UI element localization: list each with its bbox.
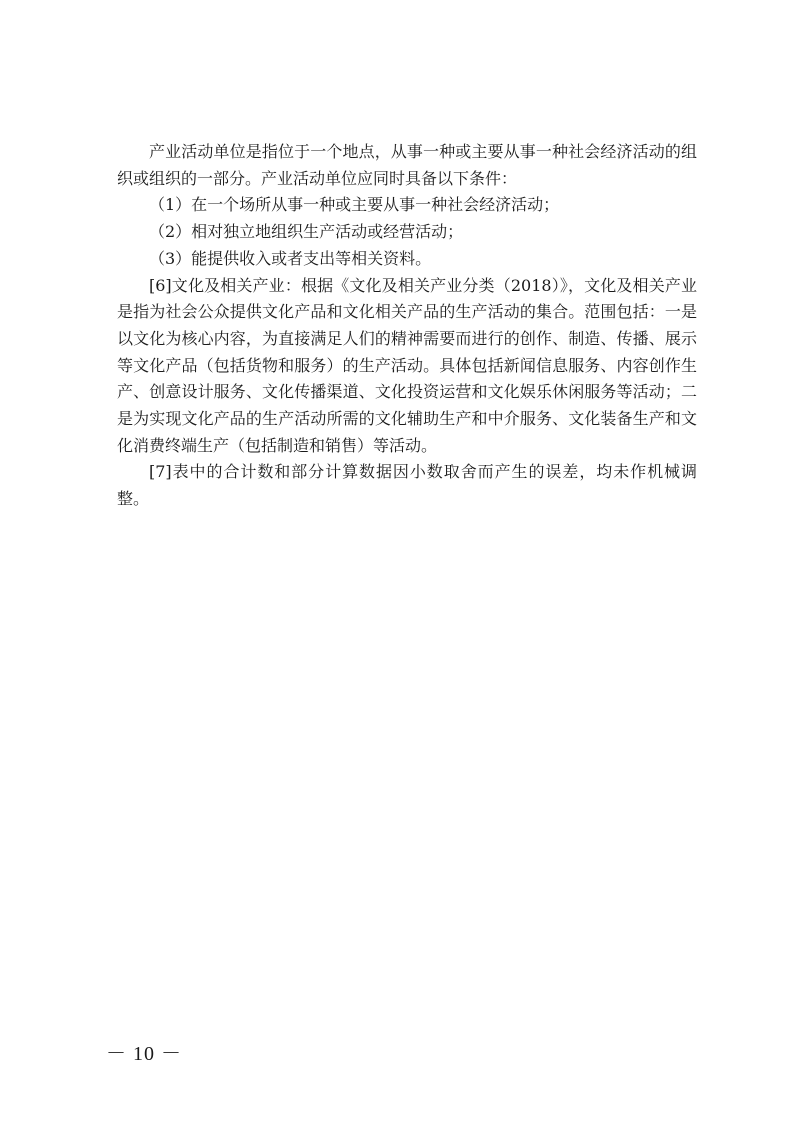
- document-body: [117, 139, 697, 513]
- page-number: － 10 －: [106, 1043, 182, 1065]
- paragraph-unit-definition: 产业活动单位是指位于一个地点，从事一种或主要从事一种社会经济活动的组织或组织的一部分。产业活动单位应同时具备以下条件：: [117, 142, 697, 188]
- paragraph-condition-2: （2）相对独立地组织生产活动或经营活动；: [149, 222, 464, 242]
- paragraph-note-7-rounding: [7]表中的合计数和部分计算数据因小数取舍而产生的误差，均未作机械调整。: [117, 462, 697, 509]
- paragraph-condition-3: （3）能提供收入或者支出等相关资料。: [149, 248, 432, 268]
- paragraph-condition-1: （1）在一个场所从事一种或主要从事一种社会经济活动；: [149, 195, 560, 215]
- paragraph-note-6-cultural-industry: [6]文化及相关产业：根据《文化及相关产业分类（2018）》，文化及相关产业是指为社会公众提供文化产品和文化相关产品的生产活动的集合。范围包括：一是以文化为核心内容，为直接满足人们的精神需要而进行的创作、制造、传播、展示等文化产品（包括货物和服务）的生产活动。具体包括新闻信息服务、内容创作生产、创意设计服务、文化传播渠道、文化投资运营和文化娱乐休闲服务等活动；二是为实现文化产品的生产活动所需的文化辅助生产和中介服务、文化装备生产和文化消费终端生产（包括制造和销售）等活动。: [117, 275, 697, 455]
